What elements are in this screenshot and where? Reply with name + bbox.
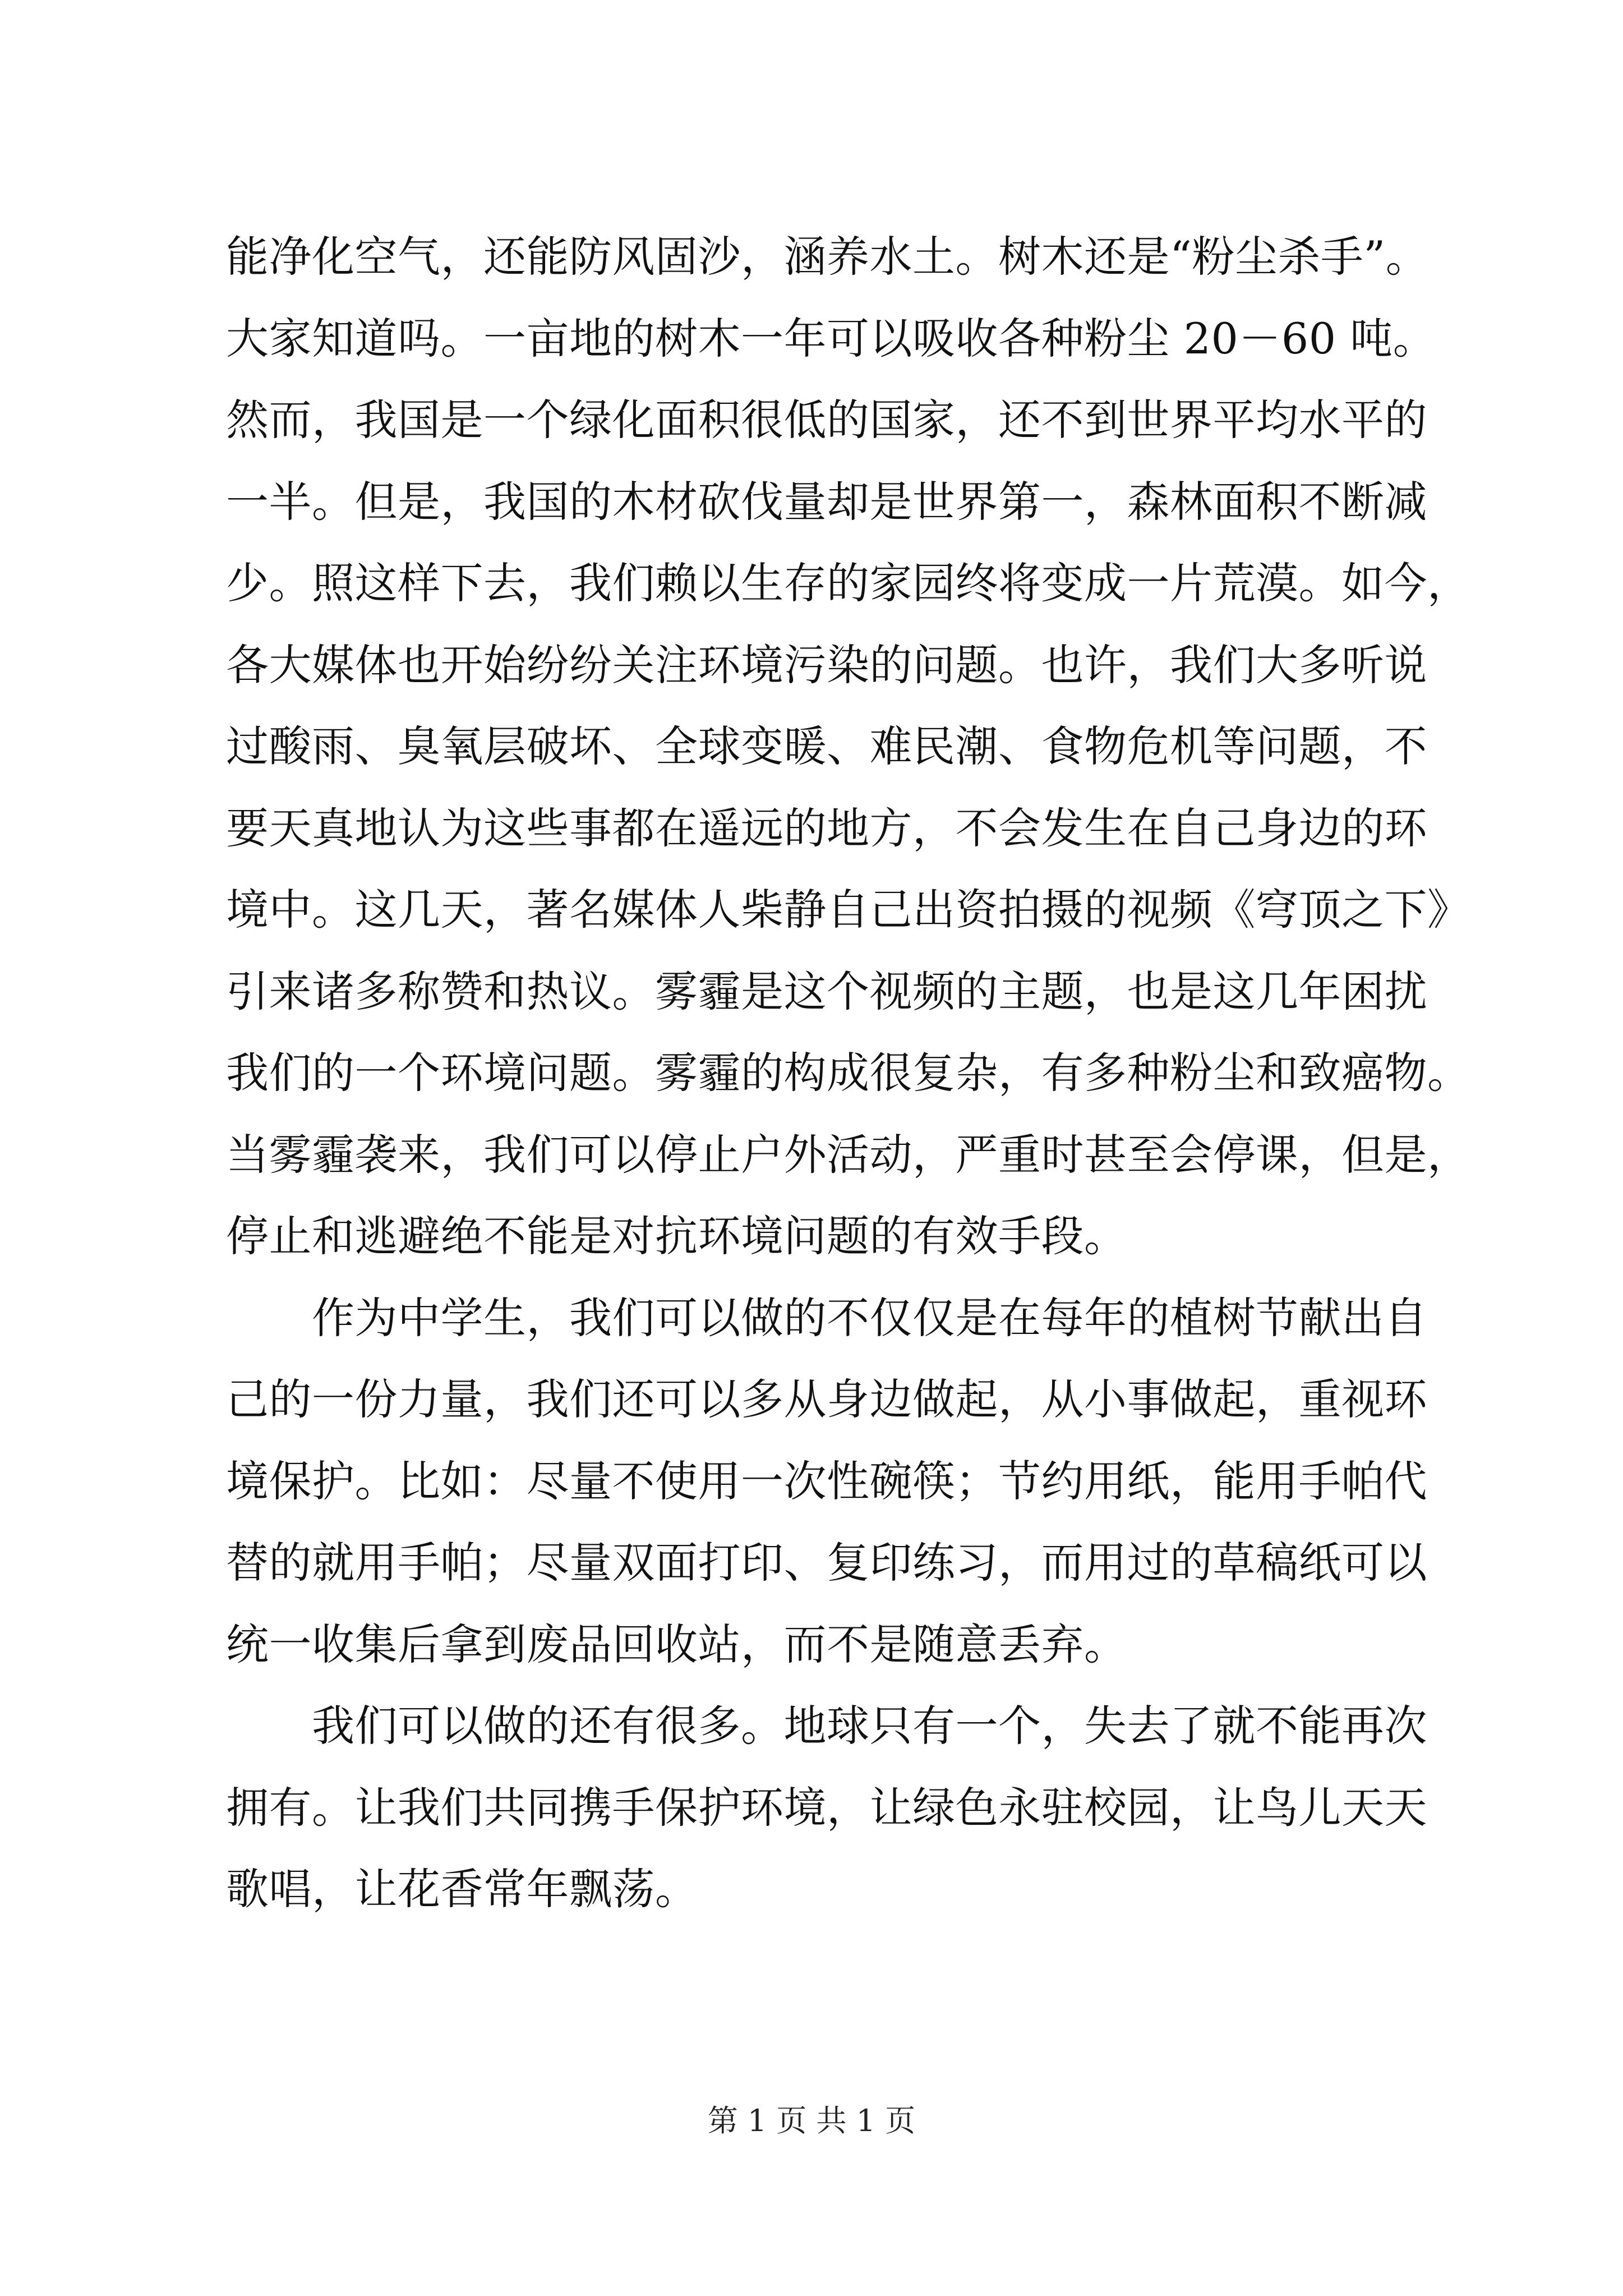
text-line: 引来诸多称赞和热议。雾霾是这个视频的主题，也是这几年困扰 — [226, 966, 1427, 1016]
text-line: 统一收集后拿到废品回收站，而不是随意丢弃。 — [226, 1619, 1127, 1669]
text-line: 我们可以做的还有很多。地球只有一个，失去了就不能再次 — [226, 1701, 1427, 1751]
text-line: 能净化空气，还能防风固沙，涵养水土。树木还是“粉尘杀手”。 — [226, 232, 1429, 282]
text-line: 替的就用手帕；尽量双面打印、复印练习，而用过的草稿纸可以 — [226, 1538, 1427, 1588]
text-line: 少。照这样下去，我们赖以生存的家园终将变成一片荒漠。如今， — [226, 558, 1470, 608]
text-line: 一半。但是，我国的木材砍伐量却是世界第一，森林面积不断减 — [226, 476, 1427, 527]
text-line: 大家知道吗。一亩地的树木一年可以吸收各种粉尘 20－60 吨。 — [226, 313, 1436, 364]
text-line: 境中。这几天，著名媒体人柴静自己出资拍摄的视频《穹顶之下》 — [226, 885, 1470, 935]
text-line: 然而，我国是一个绿化面积很低的国家，还不到世界平均水平的 — [226, 395, 1427, 445]
document-body — [226, 216, 1470, 1930]
text-line: 拥有。让我们共同携手保护环境，让绿色永驻校园，让鸟儿天天 — [226, 1782, 1427, 1833]
text-line: 各大媒体也开始纷纷关注环境污染的问题。也许，我们大多听说 — [226, 639, 1427, 690]
text-line: 过酸雨、臭氧层破坏、全球变暖、难民潮、食物危机等问题，不 — [226, 721, 1427, 771]
text-line: 作为中学生，我们可以做的不仅仅是在每年的植树节献出自 — [226, 1292, 1427, 1343]
text-line: 己的一份力量，我们还可以多从身边做起，从小事做起，重视环 — [226, 1374, 1427, 1424]
text-line: 歌唱，让花香常年飘荡。 — [226, 1864, 698, 1914]
text-line: 要天真地认为这些事都在遥远的地方，不会发生在自己身边的环 — [226, 803, 1427, 853]
text-line: 停止和逃避绝不能是对抗环境问题的有效手段。 — [226, 1211, 1127, 1261]
text-line: 当雾霾袭来，我们可以停止户外活动，严重时甚至会停课，但是， — [226, 1129, 1470, 1180]
text-line: 境保护。比如：尽量不使用一次性碗筷；节约用纸，能用手帕代 — [226, 1456, 1427, 1506]
text-line: 我们的一个环境问题。雾霾的构成很复杂，有多种粉尘和致癌物。 — [226, 1048, 1470, 1098]
page-number-footer: 第 1 页 共 1 页 — [707, 2103, 916, 2138]
